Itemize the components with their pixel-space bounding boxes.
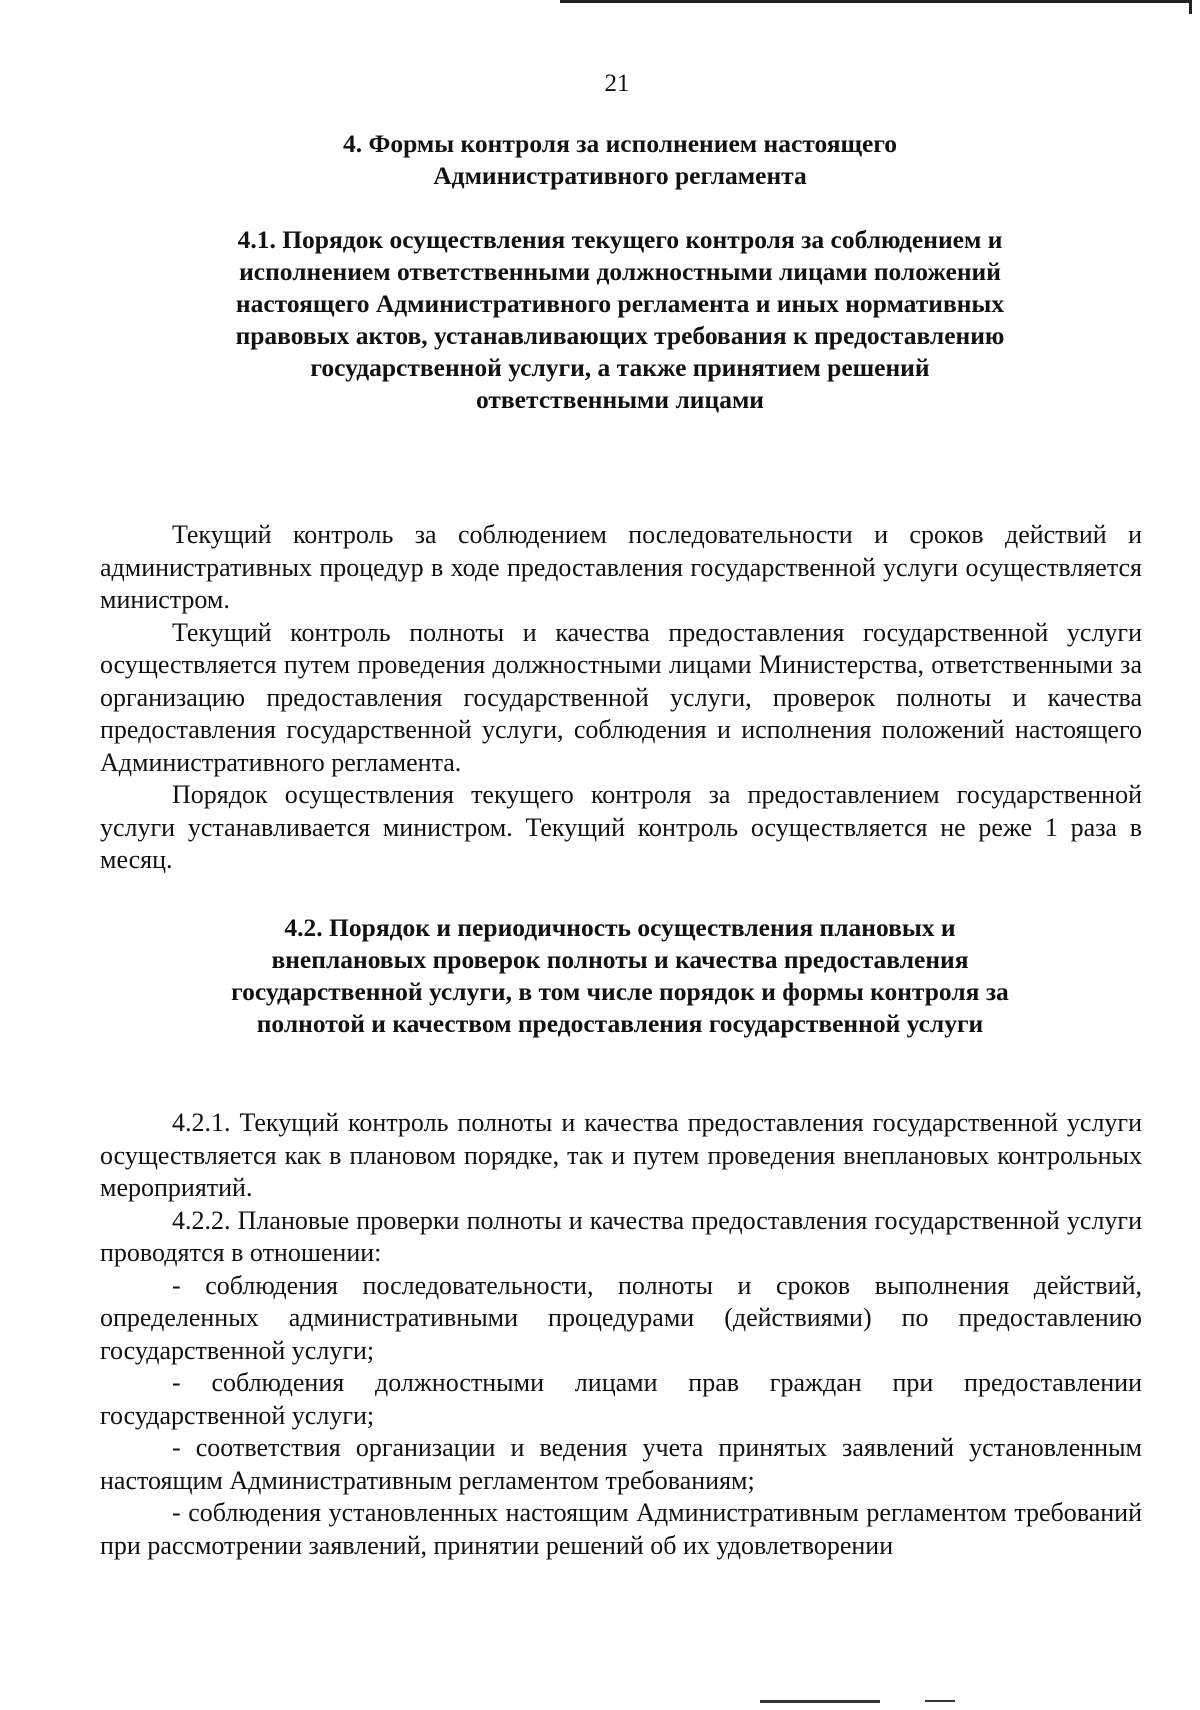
paragraph: Текущий контроль за соблюдением последовательности и сроков действий и административных процедур в ходе предоставления государственной услуги осуществляется министром. bbox=[100, 520, 1142, 614]
section-4-2-title: 4.2. Порядок и периодичность осуществления плановых и внеплановых проверок полноты и качества предоставления государственной услуги, в том числе порядок и формы контроля за полнотой и качеством предоставления государственной услуги bbox=[231, 913, 1009, 1038]
scan-edge-top bbox=[560, 0, 1190, 3]
list-item: - соблюдения последовательности, полноты и сроков выполнения действий, определенных административными процедурами (действиями) по предоставлению государственной услуги; bbox=[100, 1270, 1142, 1365]
section-4-title: 4. Формы контроля за исполнением настоящего Административного регламента bbox=[342, 129, 898, 190]
scan-artifact-bottom bbox=[925, 1700, 955, 1702]
scan-artifact-bottom bbox=[760, 1700, 880, 1703]
section-4-2-body bbox=[100, 1107, 1142, 1562]
list-item: - соблюдения установленных настоящим Административным регламентом требований при рассмотрении заявлений, принятии решений об их удовлетворении bbox=[100, 1498, 1142, 1560]
list-item: - соблюдения должностными лицами прав граждан при предоставлении государственной услуги; bbox=[100, 1368, 1142, 1430]
scan-edge-right bbox=[1189, 0, 1192, 14]
list-item: - соответствия организации и ведения учета принятых заявлений установленным настоящим Административным регламентом требованиям; bbox=[100, 1433, 1142, 1495]
paragraph: 4.2.2. Плановые проверки полноты и качества предоставления государственной услуги проводятся в отношении: bbox=[100, 1205, 1142, 1267]
paragraph: Порядок осуществления текущего контроля за предоставлением государственной услуги устанавливается министром. Текущий контроль осуществляется не реже 1 раза в месяц. bbox=[100, 780, 1142, 874]
section-4-1-title: 4.1. Порядок осуществления текущего контроля за соблюдением и исполнением ответственными должностными лицами положений настоящего Административного регламента и иных нормативных правовых актов, устанавливающих требования к предоставлению государственной услуги, а также принятием решений ответственными лицами bbox=[235, 225, 1005, 414]
section-4-1-body bbox=[100, 519, 1142, 877]
page-number: 21 bbox=[604, 70, 630, 97]
paragraph: Текущий контроль полноты и качества предоставления государственной услуги осуществляется путем проведения должностными лицами Министерства, ответственными за организацию предоставления государственной услуги, проверок полноты и качества предоставления государственной услуги, соблюдения и исполнения положений настоящего Административного регламента. bbox=[100, 617, 1142, 777]
paragraph: 4.2.1. Текущий контроль полноты и качества предоставления государственной услуги осуществляется как в плановом порядке, так и путем проведения внеплановых контрольных мероприятий. bbox=[100, 1108, 1142, 1202]
